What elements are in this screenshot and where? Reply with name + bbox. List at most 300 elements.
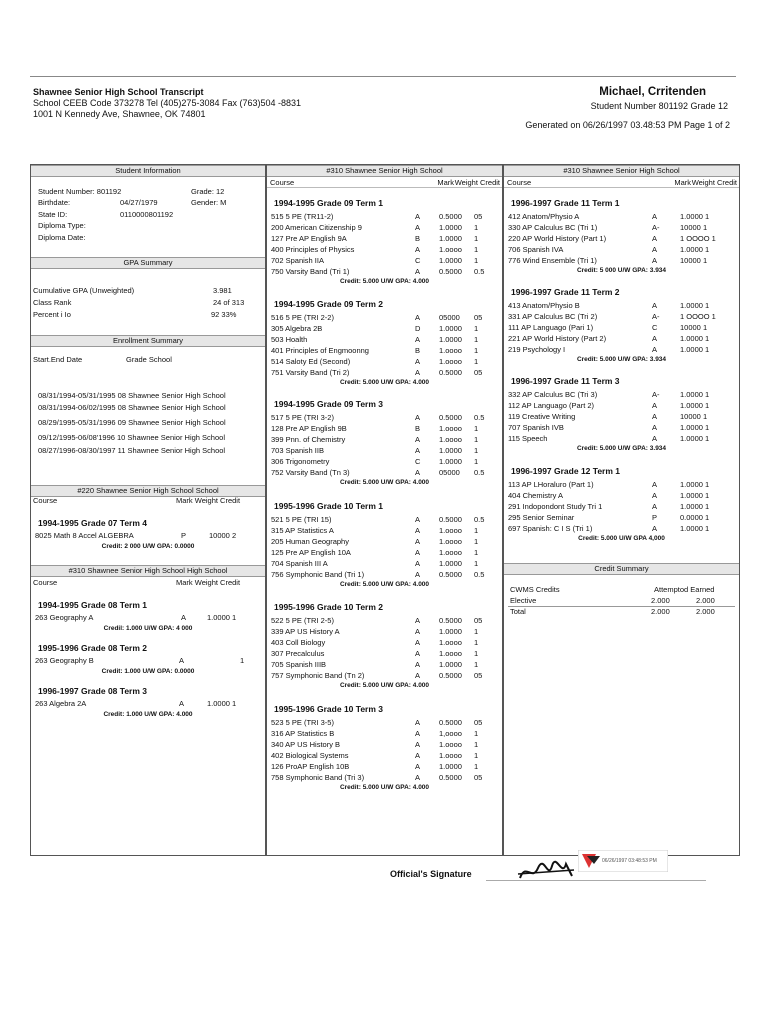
course-mark: A [652, 502, 658, 511]
course-row [267, 637, 502, 648]
course-weight: 0.5000 [439, 773, 462, 782]
term-credit-summary: Credit: 5.000 U/W GPA: 3.934 [576, 356, 667, 363]
school-title: Shawnee Senior High School Transcript [33, 87, 204, 97]
course-weight-credit: 1.0000 1 [207, 699, 237, 708]
course-weight: 1.0000 [439, 256, 462, 265]
course-row [504, 400, 739, 411]
school310-col-mwc: Mark Weight Credit [176, 578, 241, 587]
credit-row-attempted: 2.000 [651, 596, 670, 605]
enrollment-row: 08/27/1996-08/30/1997 11 Shawnee Senior High School [38, 446, 226, 455]
course-row [504, 322, 739, 333]
course-credit: 05 [474, 671, 483, 680]
course-weight: 0.5000 [439, 267, 462, 276]
course-credit: 1 [474, 346, 479, 355]
left-column [30, 164, 266, 856]
course-name: 523 5 PE (TRI 3-5) [271, 718, 334, 727]
course-weight: 1.0000 [439, 627, 462, 636]
course-mark: A [652, 524, 658, 533]
course-name: 514 Saloty Ed (Second) [271, 357, 351, 366]
course-row [504, 333, 739, 344]
course-mark: A [652, 334, 658, 343]
course-name: 305 Algebra 2B [271, 324, 323, 333]
course-credit: 1 [474, 446, 479, 455]
course-name: 756 Symphonic Band (Tri 1) [271, 570, 365, 579]
course-row [267, 648, 502, 659]
term-heading: 1994-1995 Grade 07 Term 4 [38, 518, 147, 528]
course-name: 295 Senior Seminar [508, 513, 575, 522]
course-mark: A [415, 773, 421, 782]
course-row [504, 244, 739, 255]
cumulative-gpa-value: 3.981 [213, 286, 232, 295]
course-credit: 1 [474, 729, 479, 738]
course-weight-credit: 1.0000 1 [680, 212, 710, 221]
course-weight: 1.oooo [439, 424, 462, 433]
course-weight-credit: 1.0000 1 [680, 502, 710, 511]
course-weight-credit: 1.0000 1 [680, 491, 710, 500]
course-name: 219 Psychology I [508, 345, 566, 354]
course-weight: 1.oooo [439, 740, 462, 749]
term-credit-summary: Credit: 5.000 U/W GPA: 4.000 [339, 784, 430, 791]
course-row [267, 434, 502, 445]
course-mark: A [652, 212, 658, 221]
term-heading: 1995-1996 Grade 10 Term 2 [274, 602, 383, 612]
class-rank-label: Class Rank [33, 298, 72, 307]
course-row [504, 300, 739, 311]
course-weight: 0.5000 [439, 515, 462, 524]
course-row [267, 525, 502, 536]
course-name: 291 Indopondont Study Tri 1 [508, 502, 603, 511]
term-heading: 1996-1997 Grade 11 Term 1 [511, 198, 620, 208]
course-row [267, 367, 502, 378]
course-name: 306 Trigonometry [271, 457, 330, 466]
course-row [267, 356, 502, 367]
course-name: 706 Spanish IVA [508, 245, 564, 254]
course-mark: A [652, 423, 658, 432]
course-name: 413 Anatom/Physio B [508, 301, 580, 310]
course-credit: 1 [474, 740, 479, 749]
right-column [503, 164, 740, 856]
school-address: 1001 N Kennedy Ave, Shawnee, OK 74801 [33, 109, 206, 119]
course-credit: 1 [474, 762, 479, 771]
course-mark: A [415, 559, 421, 568]
course-weight-credit: 1 [240, 656, 245, 665]
course-name: 521 5 PE (TRI 15) [271, 515, 332, 524]
credit-summary-col-attempted-earned: Attemptod Earned [654, 585, 715, 594]
term-credit-summary: Credit: 2 000 U/W GPA: 0.0000 [101, 543, 195, 550]
term-heading: 1995-1996 Grade 10 Term 3 [274, 704, 383, 714]
course-weight-credit: 1.0000 1 [680, 480, 710, 489]
course-mark: P [652, 513, 658, 522]
enrollment-col-date: Start.End Date [33, 355, 83, 364]
course-mark: A [415, 245, 421, 254]
course-mark: A [415, 740, 421, 749]
course-mark: A [415, 368, 421, 377]
course-row [267, 233, 502, 244]
course-credit: 1 [474, 256, 479, 265]
course-mark: A [415, 729, 421, 738]
course-row [267, 558, 502, 569]
course-row [267, 266, 502, 277]
course-name: 112 AP Languago (Part 2) [508, 401, 595, 410]
middle-column-subheader [267, 178, 502, 188]
course-weight-credit: 10000 1 [680, 412, 708, 421]
course-weight-credit: 1.0000 1 [680, 401, 710, 410]
course-mark: C [415, 256, 421, 265]
course-weight-credit: 1.0000 1 [207, 613, 237, 622]
course-weight: 05000 [439, 468, 460, 477]
course-row [504, 490, 739, 501]
course-row [267, 412, 502, 423]
course-weight: 1.oooo [439, 435, 462, 444]
credit-row-earned: 2.000 [696, 607, 715, 616]
course-weight: 1.oooo [439, 346, 462, 355]
course-row [267, 615, 502, 626]
course-weight: 0.5000 [439, 616, 462, 625]
course-row [504, 479, 739, 490]
course-mark: A [415, 446, 421, 455]
course-weight: 1.oooo [439, 245, 462, 254]
course-row [504, 222, 739, 233]
course-row [267, 739, 502, 750]
course-mark: A [415, 751, 421, 760]
course-row [267, 761, 502, 772]
course-row [504, 389, 739, 400]
course-name: 752 Varsity Band (Tn 3) [271, 468, 350, 477]
course-mark: A [652, 301, 658, 310]
course-name: 332 AP Calculus BC (Tri 3) [508, 390, 598, 399]
course-name: 503 Hoalth [271, 335, 308, 344]
course-weight: 1.0000 [439, 223, 462, 232]
course-credit: 0.5 [474, 468, 485, 477]
course-row [267, 334, 502, 345]
course-mark: A [181, 613, 187, 622]
course-weight: 0.5000 [439, 212, 462, 221]
course-weight: 1.0000 [439, 762, 462, 771]
course-name: 402 Biological Systems [271, 751, 349, 760]
header-divider [30, 76, 736, 77]
term-credit-summary: Credit: 5.000 U/W GPA 4,000 [578, 535, 665, 542]
cumulative-gpa-label: Cumulative GPA (Unweighted) [33, 286, 135, 295]
credit-summary-header: Credit Summary [504, 563, 739, 575]
course-name: 702 Spanish IIA [271, 256, 324, 265]
course-name: 307 Precalculus [271, 649, 325, 658]
gender: Gender: M [191, 198, 227, 207]
school310-middle-header: #310 Shawnee Senior High School [267, 165, 502, 177]
course-row [267, 312, 502, 323]
term-credit-summary: Credit: 5 000 U/W GPA: 3.934 [576, 267, 667, 274]
course-credit: 1 [474, 526, 479, 535]
course-name: 111 AP Languago (Pari 1) [508, 323, 594, 332]
course-weight: 1.oooo [439, 526, 462, 535]
course-name: 220 AP World History (Part 1) [508, 234, 607, 243]
stamp-text: 06/26/1997 03:48:53 PM [602, 858, 657, 864]
term-heading: 1994-1995 Grade 09 Term 3 [274, 399, 383, 409]
course-credit: 1 [474, 245, 479, 254]
term-credit-summary: Credit: 5.000 U/W GPA: 4.000 [339, 682, 430, 689]
course-mark: A- [652, 223, 660, 232]
course-weight: 0.5000 [439, 413, 462, 422]
course-weight: 1.0000 [439, 335, 462, 344]
course-weight: 1.0000 [439, 324, 462, 333]
credit-row-label: Total [510, 607, 526, 616]
course-name: 517 5 PE (TRI 3-2) [271, 413, 334, 422]
course-row [504, 311, 739, 322]
col-course-label: Course [270, 178, 295, 187]
course-mark: B [415, 234, 421, 243]
course-mark: A [652, 345, 658, 354]
col-weight-credit-label: Weight Credit [691, 178, 737, 187]
course-weight: 1.0000 [439, 457, 462, 466]
credit-summary-col-type: CWMS Credits [510, 585, 560, 594]
course-row [504, 233, 739, 244]
course-mark: A [179, 699, 185, 708]
course-name: 200 American Citizenship 9 [271, 223, 362, 232]
course-mark: A [415, 762, 421, 771]
course-weight-credit: 1 OOOO 1 [680, 312, 716, 321]
course-name: 126 ProAP English 10B [271, 762, 350, 771]
course-credit: 1 [474, 435, 479, 444]
course-row [504, 422, 739, 433]
course-mark: A [415, 223, 421, 232]
course-name: 340 AP US History B [271, 740, 341, 749]
school220-header: #220 Shawnee Senior High School School [31, 485, 265, 497]
course-mark: A [415, 537, 421, 546]
course-mark: A [415, 627, 421, 636]
course-weight-credit: 10000 1 [680, 256, 708, 265]
course-name: 697 Spanish: C I S (Tri 1) [508, 524, 593, 533]
term-credit-summary: Credit: 5.000 U/W GPA: 4.000 [339, 479, 430, 486]
enrollment-row: 08/31/1994-06/02/1995 08 Shawnee Senior High School [38, 403, 226, 412]
enrollment-row: 09/12/1995-06/08'1996 10 Shawnee Senior High School [38, 433, 225, 442]
course-row [504, 344, 739, 355]
course-name: 758 Symphonic Band (Tri 3) [271, 773, 365, 782]
birthdate-value: 04/27/1979 [120, 198, 158, 207]
term-heading: 1996-1997 Grade 11 Term 2 [511, 287, 620, 297]
school220-col-course: Course [33, 496, 58, 505]
course-weight: 1.oooo [439, 548, 462, 557]
course-row [267, 345, 502, 356]
course-name: 128 Pre AP English 9B [271, 424, 347, 433]
col-course-label: Course [507, 178, 532, 187]
course-name: 115 Speech [508, 434, 548, 443]
course-credit: 05 [474, 313, 483, 322]
diploma-date: Diploma Date: [38, 233, 86, 242]
course-row [267, 772, 502, 783]
course-mark: A [652, 491, 658, 500]
state-id-label: State ID: [38, 210, 68, 219]
term-credit-summary: Credit: 5.000 U/W GPA: 3.934 [576, 445, 667, 452]
birthdate-label: Birthdate: [38, 198, 71, 207]
course-weight: 0.5000 [439, 671, 462, 680]
course-row [504, 512, 739, 523]
course-mark: A [415, 570, 421, 579]
term-credit-summary: Credit: 5.000 U/W GPA: 4.000 [339, 278, 430, 285]
class-rank-value: 24 of 313 [213, 298, 245, 307]
state-id-value: 0110000801192 [120, 210, 174, 219]
student-number: Student Number: 801192 [38, 187, 122, 196]
course-credit: 0.5 [474, 413, 485, 422]
course-name: 401 Principles of Engmoonng [271, 346, 369, 355]
course-credit: 1 [474, 627, 479, 636]
course-row [504, 411, 739, 422]
course-row [504, 433, 739, 444]
course-credit: 1 [474, 357, 479, 366]
school310-col-course: Course [33, 578, 58, 587]
course-name: 316 AP Statistics B [271, 729, 335, 738]
course-name: 125 Pre AP English 10A [271, 548, 351, 557]
course-mark: A [415, 638, 421, 647]
course-weight: 0.5000 [439, 570, 462, 579]
course-weight-credit: 1.0000 1 [680, 423, 710, 432]
course-name: 119 Creative Writing [508, 412, 576, 421]
course-credit: 1 [474, 457, 479, 466]
course-name: 399 Pnn. of Chemistry [271, 435, 346, 444]
signature-line [486, 880, 706, 881]
student-name: Michael, Crritenden [599, 86, 706, 98]
term-credit-summary: Credit: 5.000 U/W GPA: 4.000 [339, 581, 430, 588]
course-row [267, 569, 502, 580]
course-row [267, 456, 502, 467]
course-row [267, 423, 502, 434]
course-name: 707 Spanish IVB [508, 423, 564, 432]
term-heading: 1995-1996 Grade 08 Term 2 [38, 643, 147, 653]
course-weight-credit: 1.0000 1 [680, 434, 710, 443]
course-mark: A [415, 212, 421, 221]
course-weight: 05000 [439, 313, 460, 322]
course-name: 221 AP World History (Part 2) [508, 334, 607, 343]
timestamp-stamp [578, 850, 668, 872]
course-name: 400 Principles of Physics [271, 245, 355, 254]
course-credit: 1 [474, 660, 479, 669]
enrollment-summary-header: Enrollment Summary [31, 335, 265, 347]
course-row [267, 670, 502, 681]
course-row [267, 445, 502, 456]
course-name: 750 Varsity Band (Tri 1) [271, 267, 350, 276]
course-mark: A [415, 671, 421, 680]
course-mark: C [652, 323, 658, 332]
course-row [267, 467, 502, 478]
course-weight: 1.0000 [439, 559, 462, 568]
course-row [267, 222, 502, 233]
course-weight: 1.oooo [439, 537, 462, 546]
course-weight: 1.0000 [439, 446, 462, 455]
course-credit: 1 [474, 751, 479, 760]
course-row [267, 626, 502, 637]
term-heading: 1994-1995 Grade 09 Term 1 [274, 198, 383, 208]
course-credit: 1 [474, 638, 479, 647]
course-weight-credit: 0.0000 1 [680, 513, 710, 522]
middle-column [266, 164, 503, 856]
course-weight: 0.5000 [439, 718, 462, 727]
school310-right-header: #310 Shawnee Senior High School [504, 165, 739, 177]
course-mark: C [415, 457, 421, 466]
course-row [504, 211, 739, 222]
course-row [267, 659, 502, 670]
course-row [504, 501, 739, 512]
course-mark: A [415, 660, 421, 669]
diploma-type: Diploma Type: [38, 221, 86, 230]
course-row [267, 728, 502, 739]
col-mark-label: Mark [437, 178, 454, 187]
course-name: 515 5 PE (TR11-2) [271, 212, 334, 221]
course-row [267, 547, 502, 558]
course-name: 516 5 PE (TRI 2-2) [271, 313, 334, 322]
course-credit: 1 [474, 223, 479, 232]
course-name: 403 Coll Biology [271, 638, 326, 647]
course-credit: 1 [474, 537, 479, 546]
course-weight-credit: 1.0000 1 [680, 334, 710, 343]
course-mark: A [415, 435, 421, 444]
course-weight-credit: 1.0000 1 [680, 301, 710, 310]
course-credit: 05 [474, 212, 483, 221]
course-row [267, 255, 502, 266]
course-mark: A [652, 401, 658, 410]
course-credit: 0.5 [474, 570, 485, 579]
enrollment-row: 08/31/1994-05/31/1995 08 Shawnee Senior High School [38, 391, 226, 400]
course-credit: 1 [474, 559, 479, 568]
term-heading: 1994-1995 Grade 08 Term 1 [38, 600, 147, 610]
course-credit: 0.5 [474, 515, 485, 524]
course-row [267, 244, 502, 255]
course-credit: 1 [474, 649, 479, 658]
credit-row-earned: 2.000 [696, 596, 715, 605]
term-credit-summary: Credit: 1.000 U/W GPA: 4.000 [103, 711, 193, 718]
course-name: 522 5 PE (TRI 2-5) [271, 616, 334, 625]
course-row [267, 211, 502, 222]
course-mark: B [415, 424, 421, 433]
student-grade: Grade: 12 [191, 187, 225, 196]
course-name: 339 AP US History A [271, 627, 340, 636]
col-weight-credit-label: Weight Credit [454, 178, 500, 187]
course-weight-credit: 10000 1 [680, 223, 708, 232]
officials-signature-label: Official's Signature [390, 869, 472, 879]
course-name: 412 Anatom/Physio A [508, 212, 580, 221]
course-credit: 05 [474, 368, 483, 377]
course-mark: A- [652, 390, 660, 399]
term-heading: 1996-1997 Grade 08 Term 3 [38, 686, 147, 696]
course-name: 205 Human Geography [271, 537, 349, 546]
school220-col-mwc: Mark Weight Credit [176, 496, 241, 505]
course-mark: A [415, 357, 421, 366]
course-name: 127 Pre AP English 9A [271, 234, 347, 243]
course-credit: 05 [474, 718, 483, 727]
course-credit: 1 [474, 424, 479, 433]
credit-row-attempted: 2.000 [651, 607, 670, 616]
course-name: 263 Geography B [35, 656, 94, 665]
student-info-header: Student Information [31, 165, 265, 177]
term-heading: 1994-1995 Grade 09 Term 2 [274, 299, 383, 309]
credit-row-label: Elective [510, 596, 537, 605]
course-credit: 05 [474, 616, 483, 625]
term-heading: 1996-1997 Grade 12 Term 1 [511, 466, 620, 476]
course-weight-credit: 1.0000 1 [680, 524, 710, 533]
course-name: 113 AP LHoraluro (Part 1) [508, 480, 594, 489]
course-credit: 1 [474, 548, 479, 557]
course-weight: 1.0000 [439, 660, 462, 669]
generated-timestamp: Generated on 06/26/1997 03.48:53 PM Page 1 of 2 [525, 120, 730, 130]
course-name: 703 Spanish IIB [271, 446, 324, 455]
course-credit: 0.5 [474, 267, 485, 276]
course-name: 751 Varsity Band (Tri 2) [271, 368, 350, 377]
course-weight-credit: 1.0000 1 [680, 245, 710, 254]
enrollment-col-grade-school: Grade School [126, 355, 172, 364]
course-mark: A [415, 649, 421, 658]
course-mark: A [652, 412, 658, 421]
course-row [267, 323, 502, 334]
course-credit: 1 [474, 234, 479, 243]
enrollment-row: 08/29/1995-05/31/1996 09 Shawnee Senior High School [38, 418, 226, 427]
course-weight-credit: 10000 1 [680, 323, 708, 332]
